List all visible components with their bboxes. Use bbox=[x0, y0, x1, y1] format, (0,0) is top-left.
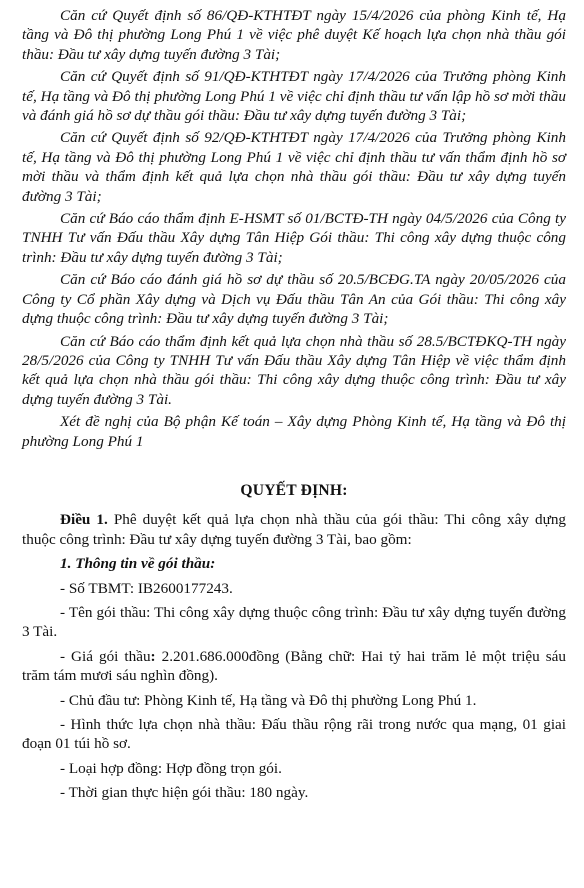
preamble-7: Xét đề nghị của Bộ phận Kế toán – Xây dựng Phòng Kinh tế, Hạ tầng và Đô thị phường Long Phú 1 bbox=[22, 413, 566, 450]
article-1-text: Phê duyệt kết quả lựa chọn nhà thầu của gói thầu: Thi công xây dựng thuộc công trình: Đầu tư xây dựng tuyến đường 3 Tài, bao gồm: bbox=[22, 511, 567, 548]
item-duration: - Thời gian thực hiện gói thầu: 180 ngày. bbox=[60, 784, 309, 802]
item-package-price bbox=[22, 647, 566, 686]
preamble-2: Căn cứ Quyết định số 91/QĐ-KTHTĐT ngày 17/4/2026 của Trưởng phòng Kinh tế, Hạ tầng và Đô thị phường Long Phú 1 về việc chỉ định thầu tư vấn lập hồ sơ mời thầu và đánh giá hồ sơ dự thầu gói thầu: Đầu tư xây dựng tuyến đường 3 Tài; bbox=[22, 68, 566, 125]
preamble-5: Căn cứ Báo cáo đánh giá hồ sơ dự thầu số 20.5/BCĐG.TA ngày 20/05/2026 của Công ty Cổ phần Xây dựng và Dịch vụ Đấu thầu Tân An của Gói thầu: Thi công xây dựng thuộc công trình: Đầu tư xây dựng tuyến đường 3 Tài; bbox=[22, 271, 566, 328]
preamble-4: Căn cứ Báo cáo thẩm định E-HSMT số 01/BCTĐ-TH ngày 04/5/2026 của Công ty TNHH Tư vấn Đấu thầu Xây dựng Tân Hiệp Gói thầu: Thi công xây dựng thuộc công trình: Đầu tư xây dựng tuyến đường 3 Tài; bbox=[22, 210, 566, 266]
preamble-3: Căn cứ Quyết định số 92/QĐ-KTHTĐT ngày 17/4/2026 của Trưởng phòng Kinh tế, Hạ tầng và Đô thị phường Long Phú 1 về việc chỉ định thầu tư vấn thẩm định hồ sơ mời thầu và thẩm định kết quả lựa chọn nhà thầu gói thầu: Đầu tư xây dựng tuyến đường 3 Tài; bbox=[22, 129, 566, 205]
price-label: - Giá gói thầu bbox=[60, 647, 151, 665]
article-1-label: Điều 1. bbox=[60, 511, 108, 529]
item-contract-type: - Loại hợp đồng: Hợp đồng trọn gói. bbox=[60, 759, 282, 777]
item-package-name: - Tên gói thầu: Thi công xây dựng thuộc công trình: Đầu tư xây dựng tuyến đường 3 Tài. bbox=[22, 603, 566, 641]
preamble-6: Căn cứ Báo cáo thẩm định kết quả lựa chọn nhà thầu số 28.5/BCTĐKQ-TH ngày 28/5/2026 của Công ty TNHH Tư vấn Đấu thầu Xây dựng Tân Hiệp về việc thẩm định kết quả lựa chọn nhà thầu gói thầu: Thi công xây dựng thuộc công trình: Đầu tư xây dựng tuyến đường 3 Tài. bbox=[22, 332, 566, 408]
article-1 bbox=[22, 510, 566, 549]
price-colon: : bbox=[150, 647, 156, 665]
preamble-1: Căn cứ Quyết định số 86/QĐ-KTHTĐT ngày 15/4/2026 của phòng Kinh tế, Hạ tầng và Đô thị phường Long Phú 1 về việc phê duyệt Kế hoạch lựa chọn nhà thầu gói thầu: Đầu tư xây dựng tuyến đường 3 Tài; bbox=[22, 7, 566, 63]
item-tbmt: - Số TBMT: IB2600177243. bbox=[60, 579, 233, 597]
item-selection-method: - Hình thức lựa chọn nhà thầu: Đấu thầu rộng rãi trong nước qua mạng, 01 giai đoạn 01 túi hồ sơ. bbox=[22, 716, 566, 753]
price-text: 2.201.686.000đồng (Bằng chữ: Hai tỷ hai trăm lẻ một triệu sáu trăm tám mươi sáu nghìn đồng). bbox=[22, 647, 566, 685]
item-investor: - Chủ đầu tư: Phòng Kinh tế, Hạ tầng và Đô thị phường Long Phú 1. bbox=[60, 691, 477, 709]
decision-title: QUYẾT ĐỊNH: bbox=[240, 481, 348, 499]
section-1-heading: 1. Thông tin về gói thầu: bbox=[60, 555, 216, 573]
